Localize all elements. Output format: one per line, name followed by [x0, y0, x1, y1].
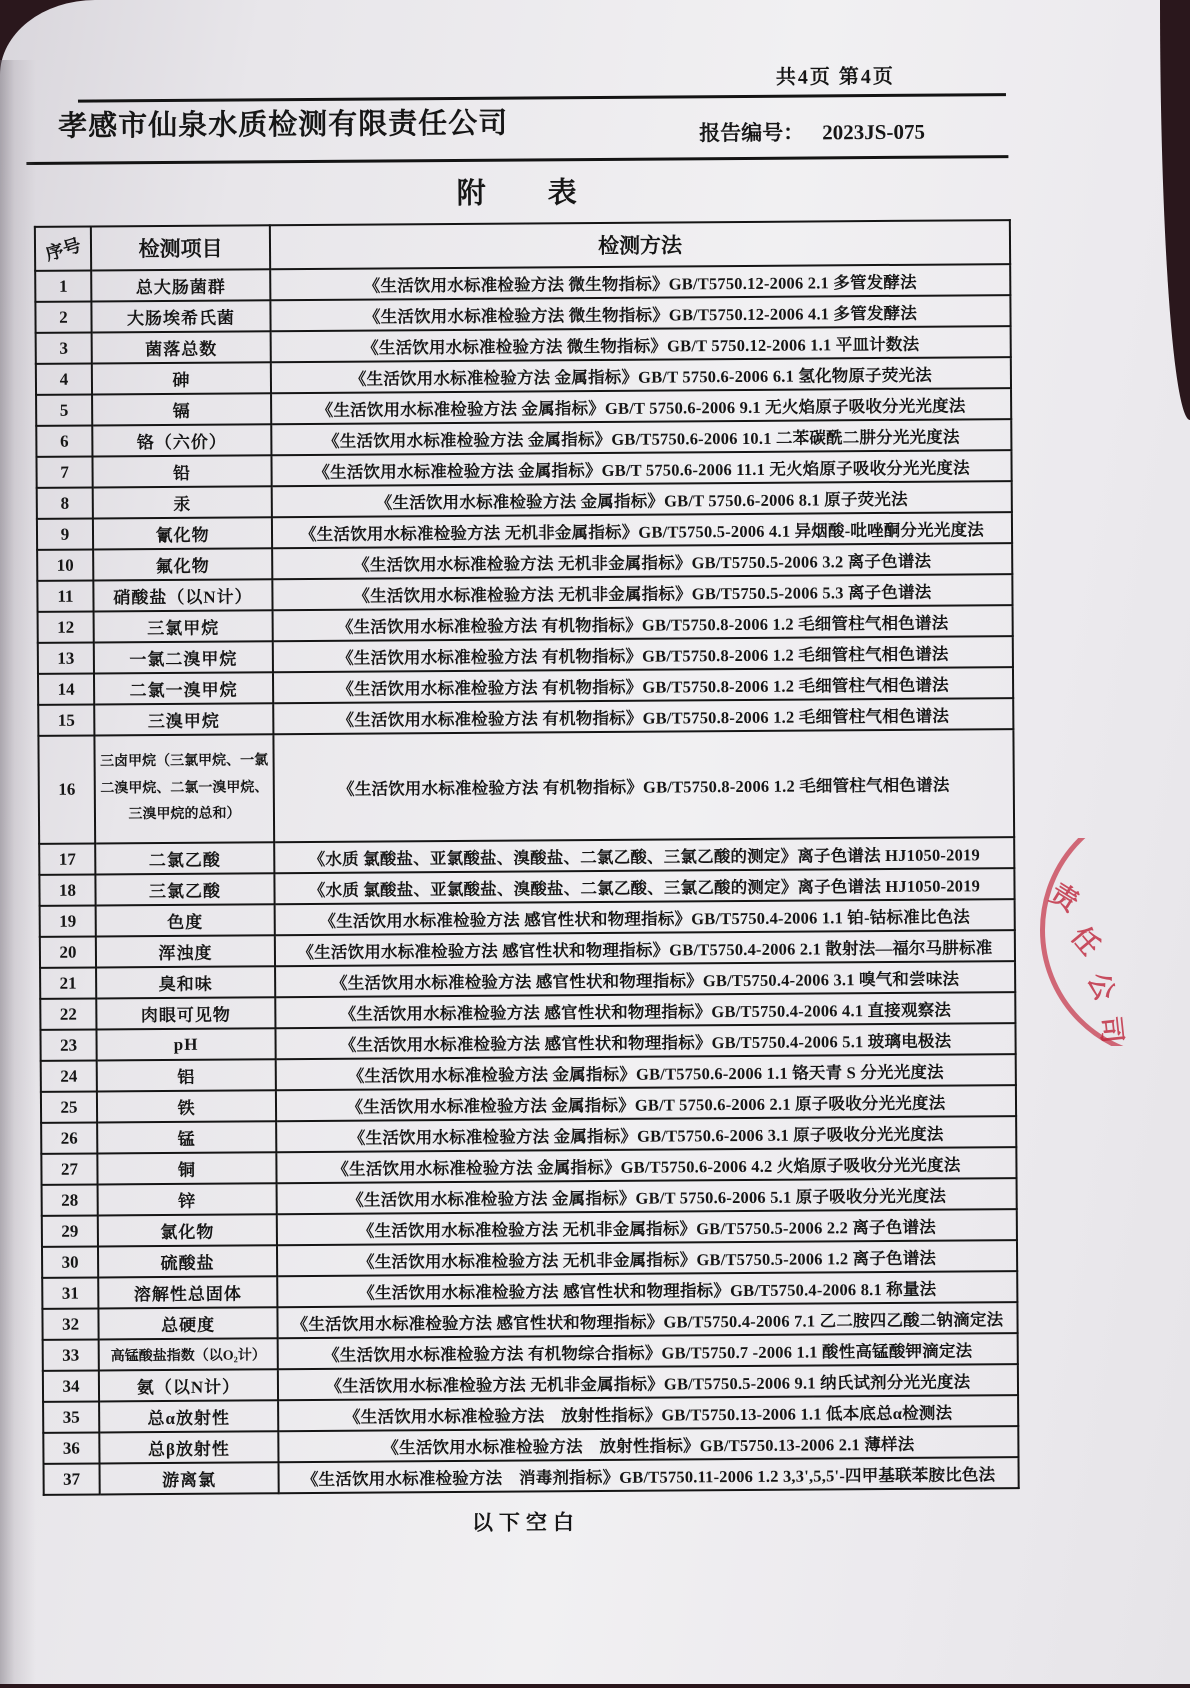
row-item: 氟化物: [93, 548, 272, 580]
row-number: 15: [38, 704, 94, 735]
row-method: 《生活饮用水标准检验方法 金属指标》GB/T5750.6-2006 3.1 原子吸收分光光度法: [276, 1116, 1016, 1152]
row-number: 12: [38, 611, 94, 642]
report-number-label: 报告编号：: [699, 120, 805, 146]
row-number: 6: [36, 426, 92, 457]
row-number: 18: [39, 874, 95, 905]
row-number: 4: [36, 364, 92, 395]
appendix-title: 附 表: [456, 177, 577, 210]
row-method: 《生活饮用水标准检验方法 有机物指标》GB/T5750.8-2006 1.2 毛细管柱气相色谱法: [273, 636, 1013, 672]
row-method: 《生活饮用水标准检验方法 有机物指标》GB/T5750.8-2006 1.2 毛细管柱气相色谱法: [273, 729, 1014, 842]
seal-character: 任: [1065, 921, 1106, 962]
row-number: 29: [42, 1215, 98, 1246]
row-method: 《生活饮用水标准检验方法 金属指标》GB/T 5750.6-2006 2.1 原子吸收分光光度法: [276, 1085, 1016, 1121]
row-number: 2: [35, 302, 91, 333]
row-method: 《生活饮用水标准检验方法 金属指标》GB/T5750.6-2006 10.1 二苯碳酰二肼分光光度法: [271, 419, 1011, 455]
row-method: 《生活饮用水标准检验方法 有机物指标》GB/T5750.8-2006 1.2 毛细管柱气相色谱法: [273, 605, 1013, 641]
row-item: 三氯乙酸: [95, 873, 274, 905]
row-method: 《生活饮用水标准检验方法 金属指标》GB/T 5750.6-2006 5.1 原子吸收分光光度法: [277, 1178, 1017, 1214]
report-number-value: 2023JS-075: [822, 119, 925, 145]
row-item: 溶解性总固体: [98, 1276, 277, 1308]
row-item: 铁: [97, 1090, 276, 1122]
row-method: 《生活饮用水标准检验方法 无机非金属指标》GB/T5750.5-2006 4.1 异烟酸-吡唑酮分光光度法: [272, 512, 1012, 548]
row-method: 《水质 氯酸盐、亚氯酸盐、溴酸盐、二氯乙酸、三氯乙酸的测定》离子色谱法 HJ1050-2019: [274, 868, 1014, 904]
footer-blank-note: 以下空白: [471, 1510, 581, 1535]
row-number: 9: [37, 519, 93, 550]
row-item: 臭和味: [96, 966, 275, 998]
row-method: 《生活饮用水标准检验方法 无机非金属指标》GB/T5750.5-2006 5.3 离子色谱法: [272, 574, 1012, 610]
column-header-item: 检测项目: [91, 225, 270, 270]
row-item: 一氯二溴甲烷: [94, 641, 273, 673]
row-item: 氯化物: [98, 1214, 277, 1246]
row-method: 《生活饮用水标准检验方法 有机物指标》GB/T5750.8-2006 1.2 毛细管柱气相色谱法: [273, 667, 1013, 703]
report-number-line: [699, 116, 925, 148]
row-item: 总大肠菌群: [91, 269, 270, 301]
row-item: 锰: [97, 1121, 276, 1153]
row-method: 《水质 氯酸盐、亚氯酸盐、溴酸盐、二氯乙酸、三氯乙酸的测定》离子色谱法 HJ1050-2019: [274, 837, 1014, 873]
page-number-info: 共4页 第4页: [775, 65, 895, 89]
row-item: 浑浊度: [96, 935, 275, 967]
company-name: 孝感市仙泉水质检测有限责任公司: [58, 107, 509, 143]
row-item: 肉眼可见物: [96, 997, 275, 1029]
row-number: 34: [43, 1370, 99, 1401]
row-method: 《生活饮用水标准检验方法 放射性指标》GB/T5750.13-2006 1.1 低本底总α检测法: [278, 1395, 1018, 1431]
seal-character: 责: [1044, 877, 1084, 918]
header-rule-top: [78, 93, 1006, 102]
row-method: 《生活饮用水标准检验方法 金属指标》GB/T 5750.6-2006 11.1 无火焰原子吸收分光光度法: [271, 450, 1011, 486]
row-number: 7: [36, 457, 92, 488]
row-number: 27: [41, 1153, 97, 1184]
column-header-no: 序号: [35, 227, 91, 271]
row-number: 28: [42, 1184, 98, 1215]
row-method: 《生活饮用水标准检验方法 金属指标》GB/T5750.6-2006 4.2 火焰原子吸收分光光度法: [276, 1147, 1016, 1183]
row-method: 《生活饮用水标准检验方法 感官性状和物理指标》GB/T5750.4-2006 1.1 铂-钴标准比色法: [275, 899, 1015, 935]
row-number: 1: [35, 271, 91, 302]
row-number: 21: [40, 967, 96, 998]
row-number: 8: [37, 488, 93, 519]
row-number: 10: [37, 550, 93, 581]
row-number: 11: [37, 580, 93, 611]
row-method: 《生活饮用水标准检验方法 放射性指标》GB/T5750.13-2006 2.1 薄样法: [278, 1426, 1018, 1462]
row-method: 《生活饮用水标准检验方法 感官性状和物理指标》GB/T5750.4-2006 5.1 玻璃电极法: [275, 1023, 1015, 1059]
row-item: 游离氯: [100, 1462, 279, 1494]
methods-table: [34, 219, 1020, 1496]
row-method: 《生活饮用水标准检验方法 金属指标》GB/T 5750.6-2006 6.1 氢化物原子荧光法: [271, 357, 1011, 393]
row-item: 铅: [92, 455, 271, 487]
row-number: 25: [41, 1091, 97, 1122]
row-number: 24: [41, 1060, 97, 1091]
row-method: 《生活饮用水标准检验方法 无机非金属指标》GB/T5750.5-2006 1.2 离子色谱法: [277, 1240, 1017, 1276]
row-number: 30: [42, 1246, 98, 1277]
row-item: 总β放射性: [99, 1431, 278, 1463]
table-header-row: [35, 220, 1010, 271]
row-item: 大肠埃希氏菌: [91, 300, 270, 332]
row-number: 26: [41, 1122, 97, 1153]
row-item: 锌: [98, 1183, 277, 1215]
row-number: 17: [39, 843, 95, 874]
row-method: 《生活饮用水标准检验方法 消毒剂指标》GB/T5750.11-2006 1.2 3,3',5,5'-四甲基联苯胺比色法: [278, 1457, 1018, 1493]
row-item: 总α放射性: [99, 1400, 278, 1432]
row-number: 23: [40, 1029, 96, 1060]
row-method: 《生活饮用水标准检验方法 感官性状和物理指标》GB/T5750.4-2006 7.1 乙二胺四乙酸二钠滴定法: [277, 1302, 1017, 1338]
row-item: 铜: [97, 1152, 276, 1184]
row-method: 《生活饮用水标准检验方法 金属指标》GB/T 5750.6-2006 9.1 无火焰原子吸收分光光度法: [271, 388, 1011, 424]
row-method: 《生活饮用水标准检验方法 感官性状和物理指标》GB/T5750.4-2006 4.1 直接观察法: [275, 992, 1015, 1028]
row-item: 三氯甲烷: [94, 610, 273, 642]
row-item: 三溴甲烷: [94, 703, 273, 735]
header-rule-bottom: [26, 155, 1008, 165]
row-number: 20: [40, 936, 96, 967]
row-method: 《生活饮用水标准检验方法 金属指标》GB/T5750.6-2006 1.1 铬天青 S 分光光度法: [276, 1054, 1016, 1090]
row-number: 14: [38, 673, 94, 704]
row-number: 32: [42, 1308, 98, 1339]
row-number: 33: [43, 1339, 99, 1370]
row-method: 《生活饮用水标准检验方法 金属指标》GB/T 5750.6-2006 8.1 原子荧光法: [272, 481, 1012, 517]
row-number: 37: [44, 1463, 100, 1494]
row-number: 22: [40, 998, 96, 1029]
row-method: 《生活饮用水标准检验方法 无机非金属指标》GB/T5750.5-2006 9.1 纳氏试剂分光光度法: [278, 1364, 1018, 1400]
row-method: 《生活饮用水标准检验方法 感官性状和物理指标》GB/T5750.4-2006 2.1 散射法—福尔马肼标准: [275, 930, 1015, 966]
row-item: 氰化物: [93, 517, 272, 549]
row-number: 5: [36, 395, 92, 426]
row-method: 《生活饮用水标准检验方法 微生物指标》GB/T 5750.12-2006 1.1 平皿计数法: [271, 326, 1011, 362]
row-item: 二氯乙酸: [95, 842, 274, 874]
row-item: 铝: [97, 1059, 276, 1091]
row-method: 《生活饮用水标准检验方法 感官性状和物理指标》GB/T5750.4-2006 8.1 称量法: [277, 1271, 1017, 1307]
row-number: 16: [38, 735, 95, 843]
seal-character: 公: [1082, 968, 1121, 1005]
row-method: 《生活饮用水标准检验方法 有机物指标》GB/T5750.8-2006 1.2 毛细管柱气相色谱法: [273, 698, 1013, 734]
row-item: 硝酸盐（以N计）: [93, 579, 272, 611]
row-number: 13: [38, 642, 94, 673]
row-item: 砷: [92, 362, 271, 394]
row-item: 汞: [93, 486, 272, 518]
row-method: 《生活饮用水标准检验方法 有机物综合指标》GB/T5750.7 -2006 1.1 酸性高锰酸钾滴定法: [278, 1333, 1018, 1369]
row-item: 硫酸盐: [98, 1245, 277, 1277]
row-item: 总硬度: [98, 1307, 277, 1339]
table-row: [44, 1457, 1019, 1495]
row-item: 高锰酸盐指数（以O₂计）: [99, 1338, 278, 1370]
row-method: 《生活饮用水标准检验方法 无机非金属指标》GB/T5750.5-2006 3.2 离子色谱法: [272, 543, 1012, 579]
row-item: 色度: [96, 904, 275, 936]
row-item: pH: [96, 1028, 275, 1060]
row-method: 《生活饮用水标准检验方法 无机非金属指标》GB/T5750.5-2006 2.2 离子色谱法: [277, 1209, 1017, 1245]
column-header-method: 检测方法: [270, 220, 1010, 269]
row-item: 二氯一溴甲烷: [94, 672, 273, 704]
row-item: 铬（六价）: [92, 424, 271, 456]
table-row: [38, 729, 1014, 844]
row-number: 36: [43, 1432, 99, 1463]
row-method: 《生活饮用水标准检验方法 感官性状和物理指标》GB/T5750.4-2006 3.1 嗅气和尝味法: [275, 961, 1015, 997]
row-number: 31: [42, 1277, 98, 1308]
row-number: 3: [36, 333, 92, 364]
row-number: 19: [40, 905, 96, 936]
row-item: 三卤甲烷（三氯甲烷、一氯二溴甲烷、二氯一溴甲烷、三溴甲烷的总和）: [94, 734, 274, 843]
row-item: 镉: [92, 393, 271, 425]
row-item: 菌落总数: [92, 331, 271, 363]
row-method: 《生活饮用水标准检验方法 微生物指标》GB/T5750.12-2006 4.1 多管发酵法: [270, 295, 1010, 331]
row-item: 氨（以N计）: [99, 1369, 278, 1401]
row-number: 35: [43, 1401, 99, 1432]
row-method: 《生活饮用水标准检验方法 微生物指标》GB/T5750.12-2006 2.1 多管发酵法: [270, 264, 1010, 300]
seal-character: 司: [1094, 1014, 1128, 1045]
